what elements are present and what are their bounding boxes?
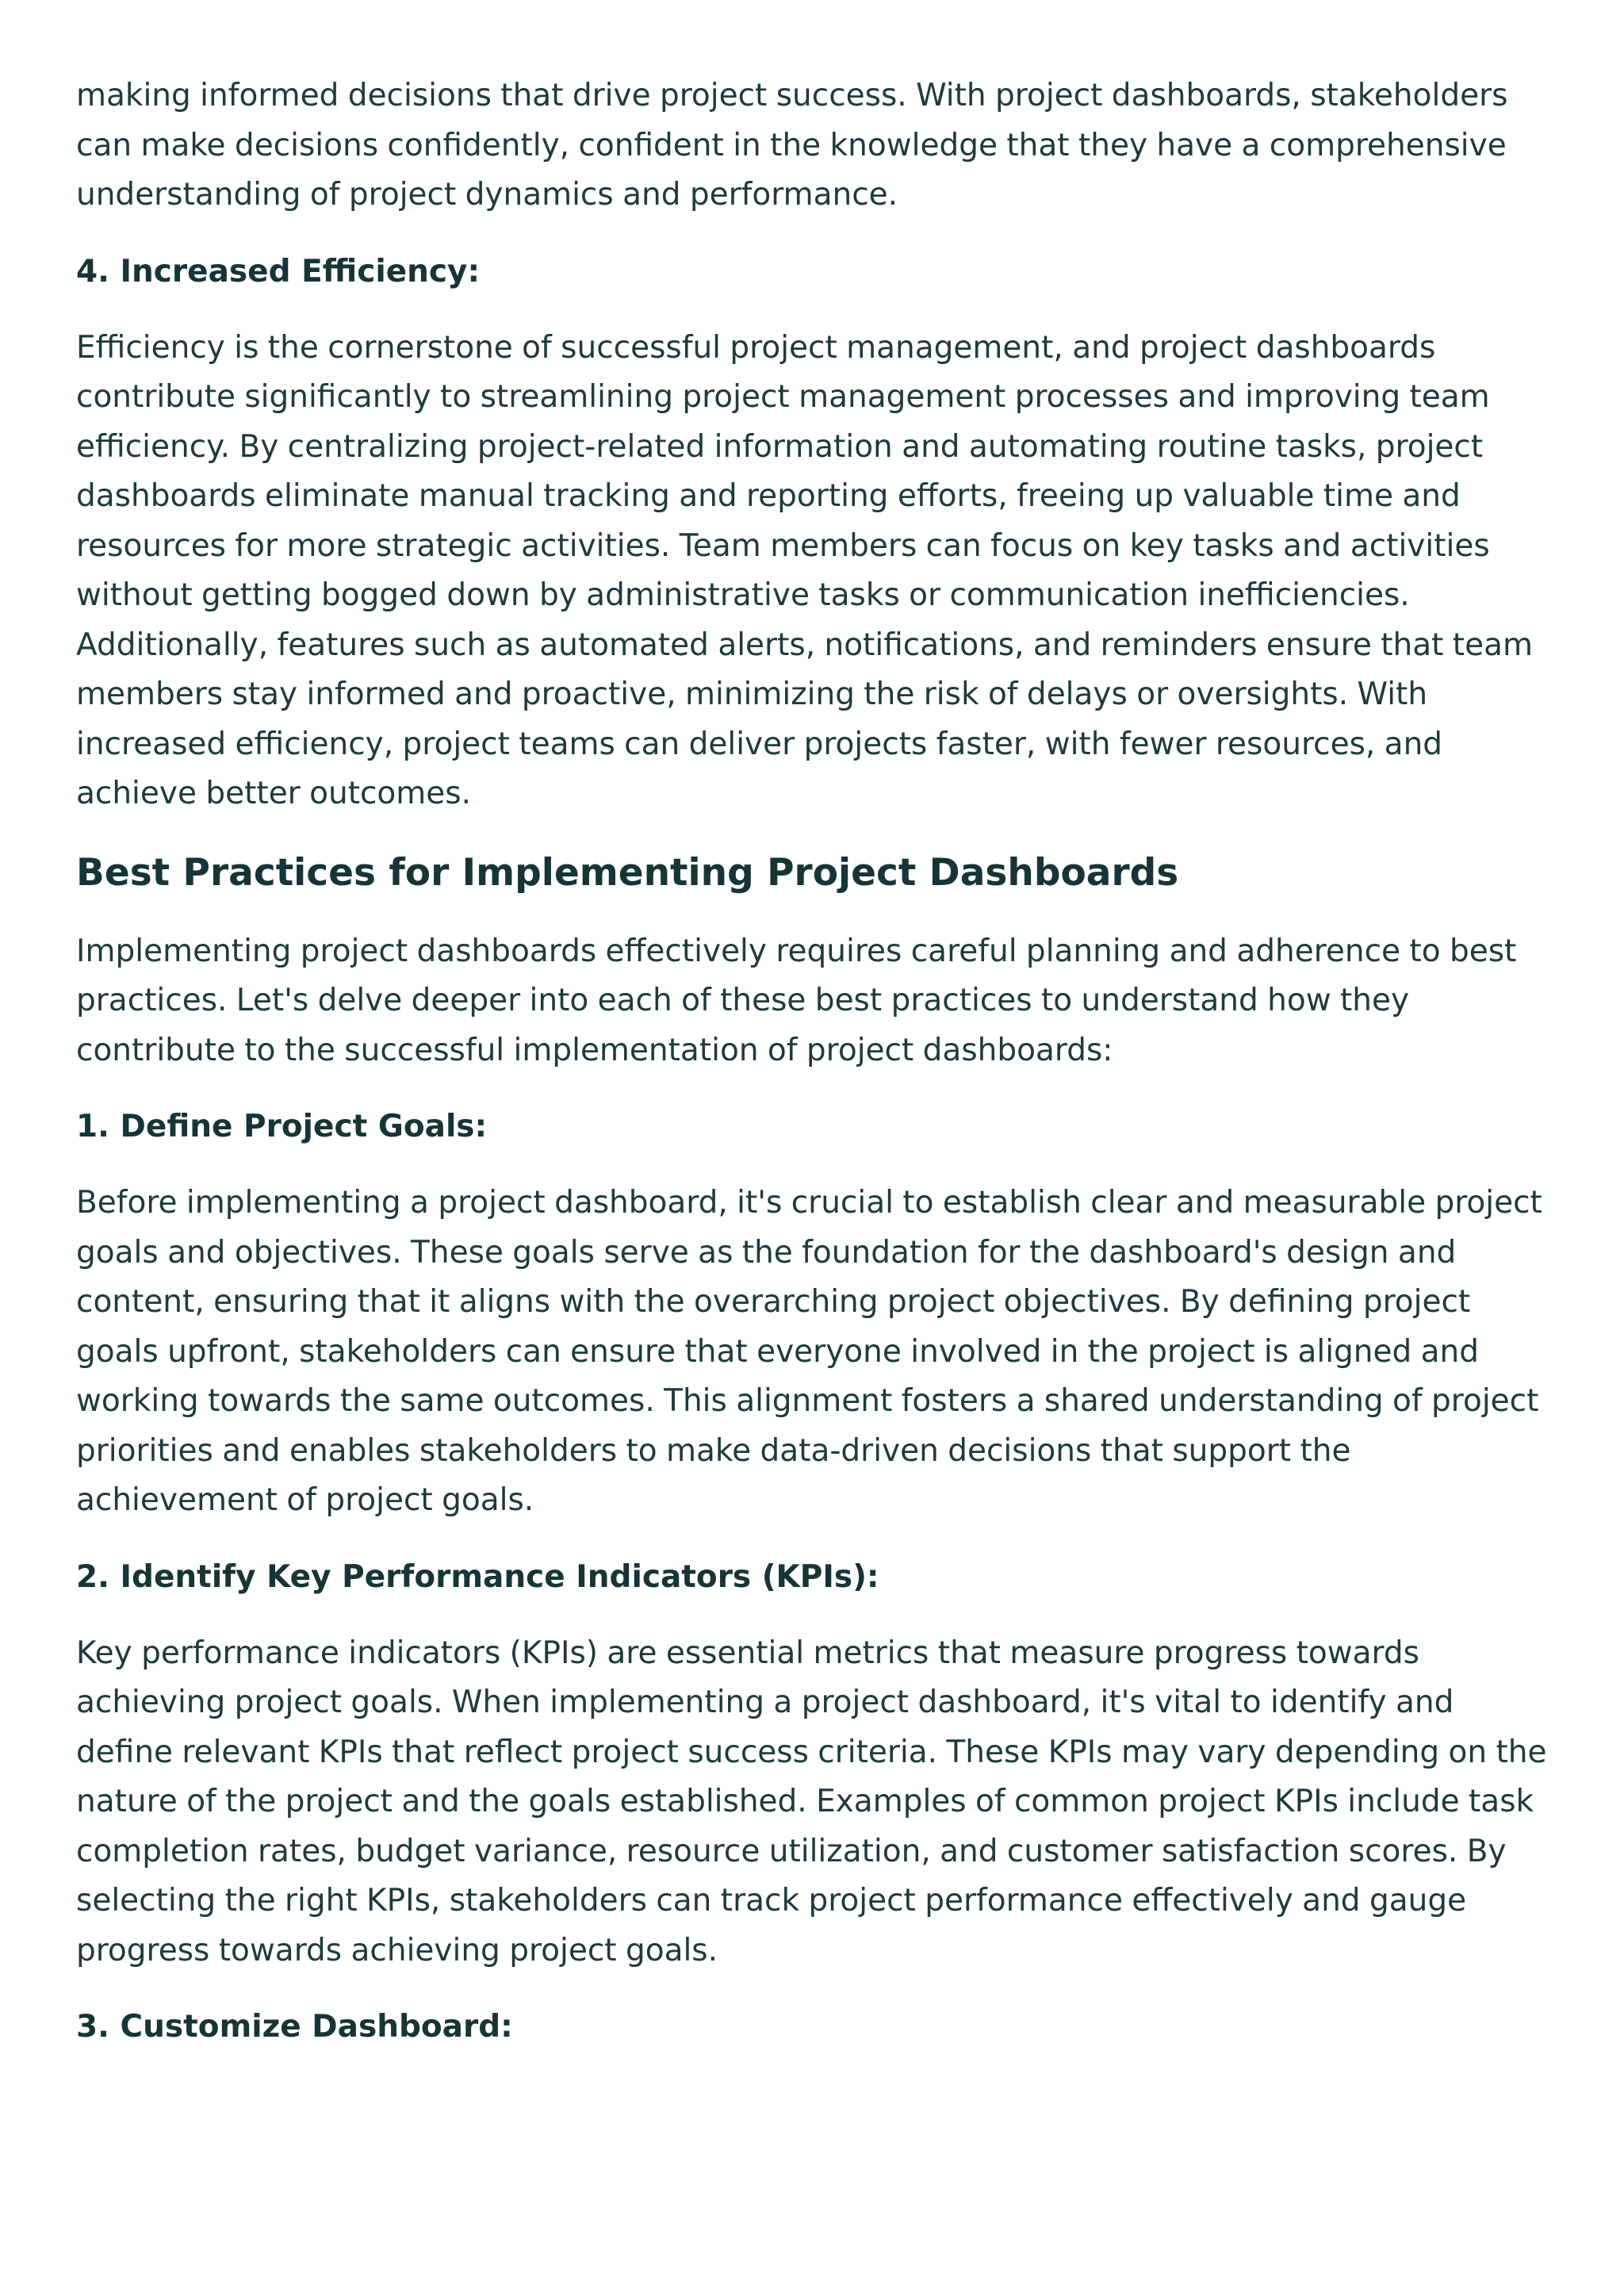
- goals-paragraph: Before implementing a project dashboard, it's crucial to establish clear and measurable project goals and objectives. These goals serve as the foundation for the dashboard's design and content, ensuring that it aligns with the overarching project objectives. By defining project goals upfront, stakeholders can ensure that everyone involved in the project is aligned and working towards the same outcomes. This alignment fosters a shared understanding of project priorities and enables stakeholders to make data-driven decisions that support the achievement of project goals.: [76, 1185, 1542, 1518]
- efficiency-paragraph: Efficiency is the cornerstone of successful project management, and project dashboards contribute significantly to streamlining project management processes and improving team efficiency. By centralizing project-related information and automating routine tasks, project dashboards eliminate manual tracking and reporting efforts, freeing up valuable time and resources for more strategic activities. Team members can focus on key tasks and activities without getting bogged down by administrative tasks or communication inefficiencies. Additionally, features such as automated alerts, notifications, and reminders ensure that team members stay informed and proactive, minimizing the risk of delays or oversights. With increased efficiency, project teams can deliver projects faster, with fewer resources, and achieve better outcomes.: [76, 329, 1533, 811]
- goals-heading: 1. Define Project Goals:: [76, 1109, 488, 1144]
- kpi-heading: 2. Identify Key Performance Indicators (KPIs):: [76, 1558, 879, 1595]
- best-practices-heading: Best Practices for Implementing Project Dashboards: [76, 850, 1179, 895]
- customize-heading: 3. Customize Dashboard:: [76, 2009, 513, 2045]
- kpi-paragraph: Key performance indicators (KPIs) are essential metrics that measure progress towards achieving project goals. When implementing a project dashboard, it's vital to identify and define relevant KPIs that reflect project success criteria. These KPIs may vary depending on the nature of the project and the goals established. Examples of common project KPIs include task completion rates, budget variance, resource utilization, and customer satisfaction scores. By selecting the right KPIs, stakeholders can track project performance effectively and gauge progress towards achieving project goals.: [76, 1635, 1547, 1968]
- best-practices-intro: Implementing project dashboards effectively requires careful planning and adherence to best practices. Let's delve deeper into each of these best practices to understand how they contribute to the successful implementation of project dashboards:: [76, 933, 1517, 1068]
- efficiency-heading: 4. Increased Efficiency:: [76, 253, 481, 289]
- intro-paragraph: making informed decisions that drive project success. With project dashboards, stakeholders can make decisions confidently, confident in the knowledge that they have a comprehensive understanding of project dynamics and performance.: [76, 78, 1508, 213]
